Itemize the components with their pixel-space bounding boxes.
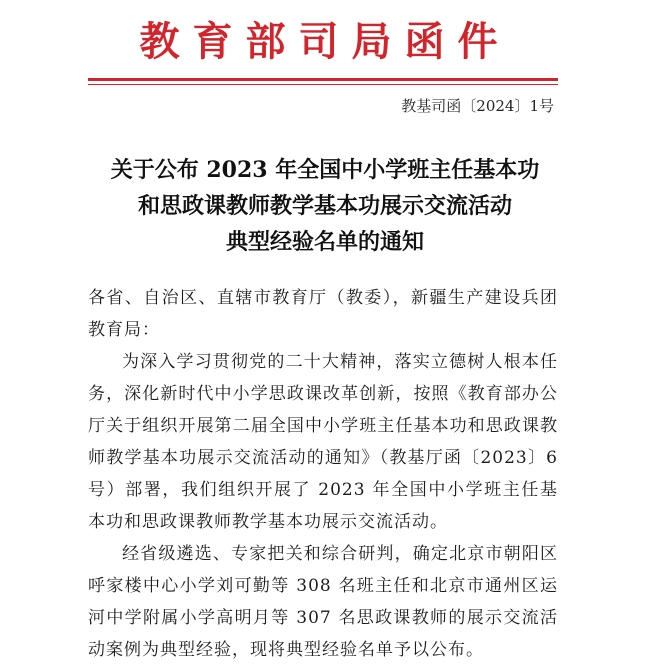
salutation: 各省、自治区、直辖市教育厅（教委），新疆生产建设兵团教育局：: [88, 288, 558, 340]
body-paragraph: 为深入学习贯彻党的二十大精神，落实立德树人根本任务，深化新时代中小学思政课改革创新，按照《教育部办公厅关于组织开展第二届全国中小学班主任基本功和思政课教师教学基本功展示交流活动的通知》（教基厅函〔2023〕6号）部署，我们组织开展了 2023 年全国中小学班主任基本功和思政课教师教学基本功展示交流活动。: [88, 352, 558, 532]
document-title: [0, 152, 650, 260]
title-line: 关于公布 2023 年全国中小学班主任基本功: [110, 157, 540, 183]
title-line: 和思政课教师教学基本功展示交流活动: [137, 193, 512, 219]
red-divider-thin: [88, 84, 558, 85]
body-paragraph: 经省级遴选、专家把关和综合研判，确定北京市朝阳区呼家楼中心小学刘可勤等 308 名班主任和北京市通州区运河中学附属小学高明月等 307 名思政课教师的展示交流活动案例为典型经验，现将典型经验名单予以公布。: [88, 544, 558, 660]
red-divider-thick: [88, 78, 558, 81]
title-line: 典型经验名单的通知: [225, 229, 424, 255]
letterhead-title: 教育部司局函件: [139, 18, 511, 65]
document-number: 教基司函〔2024〕1号: [401, 97, 554, 115]
